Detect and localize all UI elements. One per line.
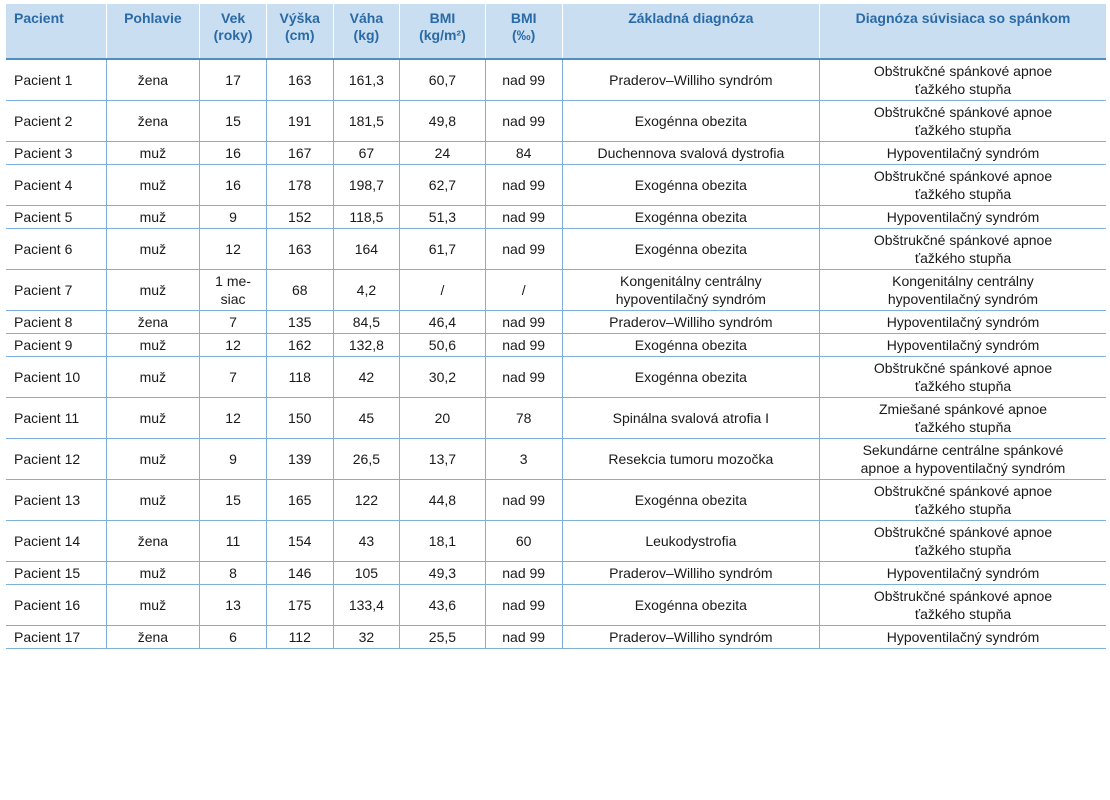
cell-line: ťažkého stupňa [914,81,1012,97]
base-diagnosis-cell [562,439,819,480]
table-row [6,142,1106,165]
table-row [6,398,1106,439]
cell-line: Zmiešané spánkové apnoe [878,401,1048,417]
weight-cell: 105 [333,562,400,585]
bmi-cell: 60,7 [400,59,485,101]
age-cell [200,229,267,270]
sex-cell: žena [106,59,200,101]
cell-line: apnoe a hypoventilačný syndróm [860,460,1066,476]
cell-line: Hypoventilačný syndróm [886,337,1040,353]
weight-cell: 118,5 [333,206,400,229]
patient-cell: Pacient 1 [6,59,106,101]
weight-cell: 45 [333,398,400,439]
weight-cell: 181,5 [333,101,400,142]
cell-line: (kg) [353,27,380,43]
cell-line: Obštrukčné spánkové apnoe [873,63,1053,79]
cell-line: Praderov–Williho syndróm [609,565,773,581]
weight-cell: 122 [333,480,400,521]
table-row [6,270,1106,311]
cell-line: Exogénna obezita [634,492,747,508]
cell-line: 12 [225,337,241,353]
bmi-percentile-cell: 60 [485,521,562,562]
cell-line: 1 me- [215,273,251,289]
sex-cell: žena [106,626,200,649]
base-diagnosis-cell [562,357,819,398]
base-diagnosis-cell [562,142,819,165]
cell-line: ťažkého stupňa [914,542,1012,558]
patient-cell: Pacient 15 [6,562,106,585]
cell-line: Váha [349,10,384,26]
sex-cell: muž [106,480,200,521]
base-diagnosis-cell [562,270,819,311]
bmi-cell: 50,6 [400,334,485,357]
patient-cell: Pacient 9 [6,334,106,357]
height-cell: 152 [266,206,333,229]
sleep-diagnosis-cell [819,206,1106,229]
bmi-percentile-cell: nad 99 [485,206,562,229]
sex-cell: žena [106,311,200,334]
cell-line: 15 [225,492,241,508]
cell-line: ťažkého stupňa [914,122,1012,138]
header-col-bmi [400,4,485,59]
cell-line: Exogénna obezita [634,241,747,257]
sleep-diagnosis-cell [819,357,1106,398]
bmi-percentile-cell: 84 [485,142,562,165]
patient-cell: Pacient 16 [6,585,106,626]
bmi-cell: 20 [400,398,485,439]
height-cell: 146 [266,562,333,585]
table-row [6,562,1106,585]
bmi-cell: 13,7 [400,439,485,480]
sleep-diagnosis-cell [819,311,1106,334]
cell-line: 16 [225,145,241,161]
cell-line: Sekundárne centrálne spánkové [862,442,1064,458]
cell-line: Kongenitálny centrálny [620,273,762,289]
header-col-bmi-percentile [485,4,562,59]
height-cell: 150 [266,398,333,439]
cell-line: (‰) [512,27,536,43]
cell-line: Obštrukčné spánkové apnoe [873,360,1053,376]
cell-line: (roky) [213,27,253,43]
patient-cell: Pacient 17 [6,626,106,649]
weight-cell: 132,8 [333,334,400,357]
patient-table-container [6,4,1106,649]
bmi-cell: 18,1 [400,521,485,562]
sex-cell: žena [106,101,200,142]
weight-cell: 4,2 [333,270,400,311]
sleep-diagnosis-cell [819,101,1106,142]
bmi-percentile-cell: 3 [485,439,562,480]
bmi-percentile-cell: nad 99 [485,229,562,270]
cell-line: 8 [229,565,237,581]
age-cell [200,357,267,398]
cell-line: (kg/m²) [419,27,466,43]
age-cell [200,142,267,165]
cell-line: Obštrukčné spánkové apnoe [873,232,1053,248]
table-row [6,480,1106,521]
sex-cell: muž [106,165,200,206]
table-row [6,585,1106,626]
cell-line: Výška [279,10,320,26]
cell-line: hypoventilačný syndróm [887,291,1039,307]
patient-cell: Pacient 5 [6,206,106,229]
cell-line: Praderov–Williho syndróm [609,629,773,645]
bmi-percentile-cell: / [485,270,562,311]
cell-line: Exogénna obezita [634,113,747,129]
cell-line: Exogénna obezita [634,177,747,193]
table-row [6,229,1106,270]
height-cell: 175 [266,585,333,626]
sleep-diagnosis-cell [819,398,1106,439]
cell-line: Exogénna obezita [634,337,747,353]
cell-line: Obštrukčné spánkové apnoe [873,104,1053,120]
cell-line: (cm) [284,27,315,43]
patient-cell: Pacient 11 [6,398,106,439]
height-cell: 118 [266,357,333,398]
cell-line: Exogénna obezita [634,597,747,613]
bmi-cell: 44,8 [400,480,485,521]
cell-line: Pacient [14,10,64,26]
patient-cell: Pacient 6 [6,229,106,270]
header-col-sleep-diagnosis [819,4,1106,59]
sex-cell: muž [106,334,200,357]
sex-cell: muž [106,562,200,585]
sleep-diagnosis-cell [819,270,1106,311]
cell-line: BMI [510,10,537,26]
sleep-diagnosis-cell [819,480,1106,521]
sleep-diagnosis-cell [819,165,1106,206]
sex-cell: muž [106,142,200,165]
cell-line: Vek [221,10,246,26]
cell-line: Resekcia tumoru mozočka [608,451,774,467]
age-cell [200,334,267,357]
header-col-base-diagnosis [562,4,819,59]
base-diagnosis-cell [562,562,819,585]
cell-line: 13 [225,597,241,613]
bmi-cell: 43,6 [400,585,485,626]
cell-line: Hypoventilačný syndróm [886,565,1040,581]
weight-cell: 198,7 [333,165,400,206]
sex-cell: muž [106,585,200,626]
age-cell [200,206,267,229]
height-cell: 167 [266,142,333,165]
bmi-percentile-cell: nad 99 [485,585,562,626]
patient-table [6,4,1106,649]
patient-cell: Pacient 8 [6,311,106,334]
sleep-diagnosis-cell [819,229,1106,270]
header-row [6,4,1106,59]
cell-line: 12 [225,241,241,257]
cell-line: siac [220,291,246,307]
header-col-weight [333,4,400,59]
bmi-percentile-cell: nad 99 [485,562,562,585]
sex-cell: muž [106,229,200,270]
patient-cell: Pacient 12 [6,439,106,480]
bmi-percentile-cell: nad 99 [485,626,562,649]
cell-line: Diagnóza súvisiaca so spánkom [855,10,1071,26]
cell-line: Exogénna obezita [634,209,747,225]
patient-cell: Pacient 7 [6,270,106,311]
bmi-percentile-cell: nad 99 [485,311,562,334]
height-cell: 178 [266,165,333,206]
base-diagnosis-cell [562,626,819,649]
bmi-cell: 30,2 [400,357,485,398]
age-cell [200,270,267,311]
cell-line: 11 [225,533,241,549]
weight-cell: 26,5 [333,439,400,480]
age-cell [200,480,267,521]
patient-cell: Pacient 14 [6,521,106,562]
sleep-diagnosis-cell [819,59,1106,101]
table-row [6,357,1106,398]
cell-line: Hypoventilačný syndróm [886,314,1040,330]
cell-line: Kongenitálny centrálny [892,273,1034,289]
cell-line: 9 [229,451,237,467]
base-diagnosis-cell [562,311,819,334]
patient-cell: Pacient 10 [6,357,106,398]
sleep-diagnosis-cell [819,585,1106,626]
bmi-percentile-cell: nad 99 [485,59,562,101]
weight-cell: 42 [333,357,400,398]
bmi-cell: 49,3 [400,562,485,585]
patient-cell: Pacient 2 [6,101,106,142]
cell-line: Hypoventilačný syndróm [886,209,1040,225]
cell-line: Obštrukčné spánkové apnoe [873,588,1053,604]
sleep-diagnosis-cell [819,521,1106,562]
bmi-cell: 24 [400,142,485,165]
sex-cell: muž [106,270,200,311]
cell-line: Obštrukčné spánkové apnoe [873,524,1053,540]
cell-line: 6 [229,629,237,645]
cell-line: 16 [225,177,241,193]
cell-line: Hypoventilačný syndróm [886,145,1040,161]
height-cell: 135 [266,311,333,334]
base-diagnosis-cell [562,521,819,562]
cell-line: Obštrukčné spánkové apnoe [873,168,1053,184]
bmi-percentile-cell: nad 99 [485,165,562,206]
cell-line: ťažkého stupňa [914,606,1012,622]
cell-line: Pohlavie [124,10,182,26]
base-diagnosis-cell [562,229,819,270]
base-diagnosis-cell [562,165,819,206]
sex-cell: muž [106,398,200,439]
base-diagnosis-cell [562,206,819,229]
cell-line: ťažkého stupňa [914,419,1012,435]
bmi-cell: 61,7 [400,229,485,270]
weight-cell: 84,5 [333,311,400,334]
table-row [6,206,1106,229]
height-cell: 68 [266,270,333,311]
cell-line: Spinálna svalová atrofia I [612,410,770,426]
age-cell [200,521,267,562]
table-row [6,626,1106,649]
table-row [6,439,1106,480]
age-cell [200,585,267,626]
table-row [6,334,1106,357]
cell-line: 15 [225,113,241,129]
weight-cell: 32 [333,626,400,649]
height-cell: 139 [266,439,333,480]
sex-cell: muž [106,357,200,398]
table-row [6,521,1106,562]
cell-line: 17 [225,72,241,88]
cell-line: 7 [229,314,237,330]
height-cell: 165 [266,480,333,521]
bmi-cell: 46,4 [400,311,485,334]
age-cell [200,165,267,206]
table-row [6,311,1106,334]
sex-cell: muž [106,206,200,229]
weight-cell: 164 [333,229,400,270]
bmi-cell: 51,3 [400,206,485,229]
cell-line: Obštrukčné spánkové apnoe [873,483,1053,499]
cell-line: 9 [229,209,237,225]
header-col-sex [106,4,200,59]
base-diagnosis-cell [562,480,819,521]
table-body [6,59,1106,649]
cell-line: Praderov–Williho syndróm [609,314,773,330]
bmi-cell: 62,7 [400,165,485,206]
cell-line: Leukodystrofia [645,533,737,549]
bmi-cell: 25,5 [400,626,485,649]
cell-line: Hypoventilačný syndróm [886,629,1040,645]
bmi-percentile-cell: nad 99 [485,480,562,521]
table-row [6,165,1106,206]
bmi-percentile-cell: nad 99 [485,357,562,398]
sleep-diagnosis-cell [819,562,1106,585]
base-diagnosis-cell [562,585,819,626]
height-cell: 162 [266,334,333,357]
height-cell: 154 [266,521,333,562]
header-col-height [266,4,333,59]
height-cell: 191 [266,101,333,142]
bmi-percentile-cell: 78 [485,398,562,439]
cell-line: Exogénna obezita [634,369,747,385]
patient-cell: Pacient 13 [6,480,106,521]
age-cell [200,101,267,142]
cell-line: ťažkého stupňa [914,250,1012,266]
weight-cell: 133,4 [333,585,400,626]
base-diagnosis-cell [562,101,819,142]
bmi-cell: 49,8 [400,101,485,142]
bmi-cell: / [400,270,485,311]
sex-cell: muž [106,439,200,480]
height-cell: 163 [266,59,333,101]
age-cell [200,439,267,480]
age-cell [200,398,267,439]
patient-cell: Pacient 4 [6,165,106,206]
age-cell [200,311,267,334]
bmi-percentile-cell: nad 99 [485,101,562,142]
cell-line: Praderov–Williho syndróm [609,72,773,88]
sleep-diagnosis-cell [819,142,1106,165]
sleep-diagnosis-cell [819,626,1106,649]
cell-line: BMI [429,10,456,26]
weight-cell: 67 [333,142,400,165]
header-col-patient [6,4,106,59]
cell-line: ťažkého stupňa [914,378,1012,394]
age-cell [200,59,267,101]
age-cell [200,626,267,649]
cell-line: Duchennova svalová dystrofia [597,145,785,161]
cell-line: Základná diagnóza [628,10,754,26]
table-header [6,4,1106,59]
base-diagnosis-cell [562,334,819,357]
sex-cell: žena [106,521,200,562]
weight-cell: 161,3 [333,59,400,101]
height-cell: 112 [266,626,333,649]
cell-line: hypoventilačný syndróm [615,291,766,307]
base-diagnosis-cell [562,398,819,439]
cell-line: ťažkého stupňa [914,501,1012,517]
cell-line: 7 [229,369,237,385]
bmi-percentile-cell: nad 99 [485,334,562,357]
height-cell: 163 [266,229,333,270]
header-col-age [200,4,267,59]
cell-line: ťažkého stupňa [914,186,1012,202]
table-row [6,59,1106,101]
cell-line: 12 [225,410,241,426]
sleep-diagnosis-cell [819,334,1106,357]
base-diagnosis-cell [562,59,819,101]
sleep-diagnosis-cell [819,439,1106,480]
weight-cell: 43 [333,521,400,562]
age-cell [200,562,267,585]
table-row [6,101,1106,142]
patient-cell: Pacient 3 [6,142,106,165]
